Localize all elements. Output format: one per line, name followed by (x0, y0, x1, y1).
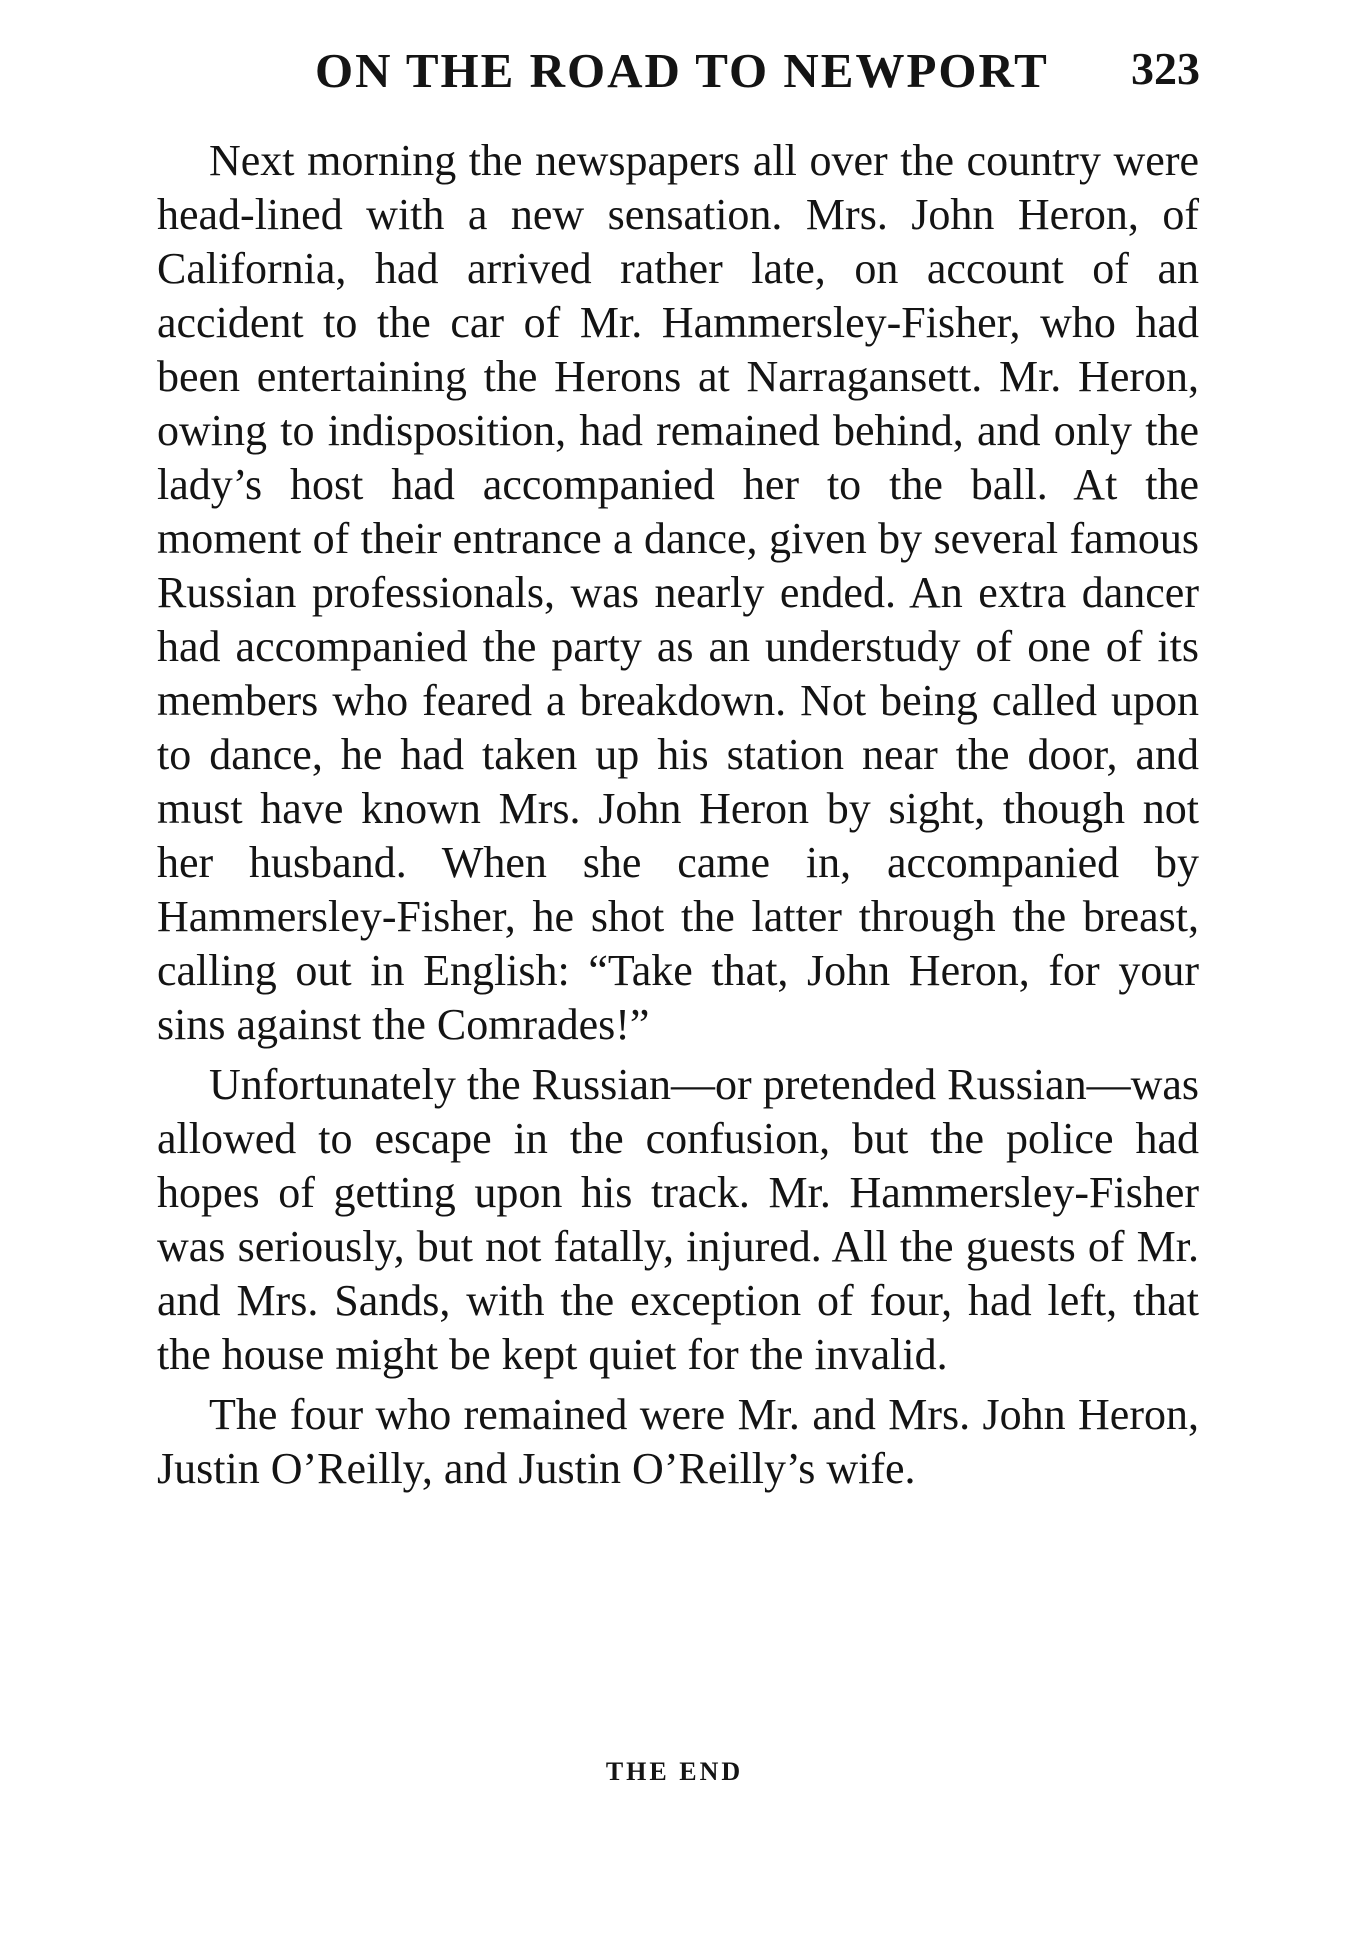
paragraph: The four who remained were Mr. and Mrs. John Heron, Justin O’Reilly, and Justin O’Reilly’s wife. (157, 1390, 1199, 1493)
running-title: ON THE ROAD TO NEWPORT (315, 43, 1049, 98)
paragraph: Unfortunately the Russian—or pretended Russian—was allowed to escape in the confusion, but the police had hopes of getting upon his track. Mr. Hammersley-Fisher was seriously, but not fatally, injured. All the guests of Mr. and Mrs. Sands, with the exception of four, had left, that the house might be kept quiet for the invalid. (157, 1060, 1199, 1379)
paragraph: Next morning the newspapers all over the country were head-lined with a new sensation. Mrs. John Heron, of California, had arrived rather late, on account of an accident to the car of Mr. Hammersley-Fisher, who had been entertaining the Herons at Narragansett. Mr. Heron, owing to indisposition, had remained behind, and only the lady’s host had accompanied her to the ball. At the moment of their entrance a dance, given by several famous Russian professionals, was nearly ended. An extra dancer had accompanied the party as an understudy of one of its members who feared a breakdown. Not being called upon to dance, he had taken up his station near the door, and must have known Mrs. John Heron by sight, though not her husband. When she came in, accompanied by Hammersley-Fisher, he shot the latter through the breast, calling out in English: “Take that, John Heron, for your sins against the Comrades!” (157, 136, 1199, 1049)
page-number: 323 (1131, 43, 1200, 94)
running-head (155, 42, 1200, 112)
body-text (157, 134, 1199, 1496)
the-end-label: THE END (605, 1757, 744, 1786)
